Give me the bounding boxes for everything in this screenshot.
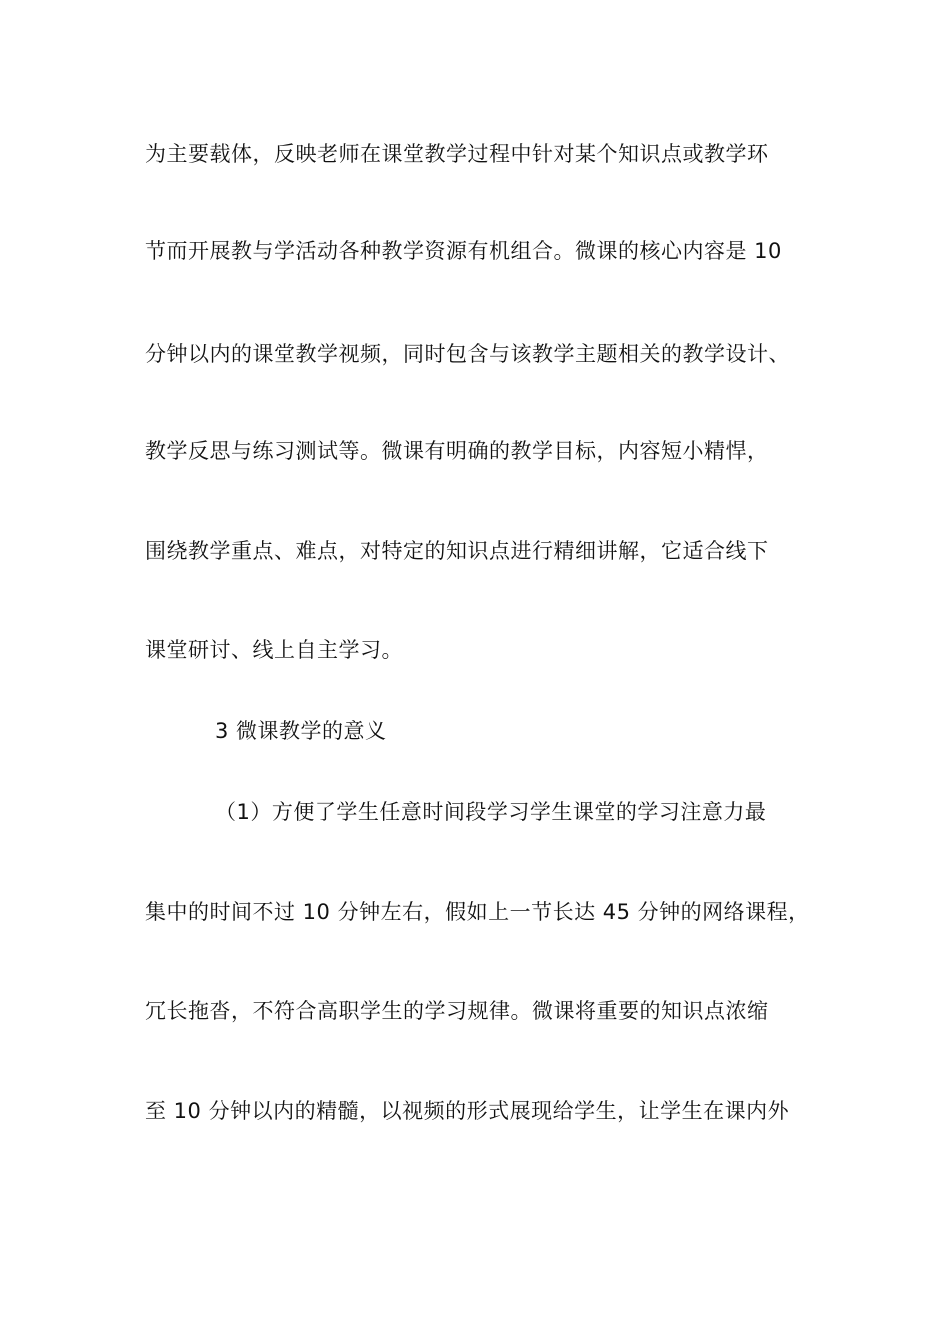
body-text-line: 节而开展教与学活动各种教学资源有机组合。微课的核心内容是 10 — [145, 239, 782, 263]
body-text-line: 冗长拖沓，不符合高职学生的学习规律。微课将重要的知识点浓缩 — [145, 999, 769, 1023]
section-heading: 3 微课教学的意义 — [215, 719, 387, 743]
body-text-line: 至 10 分钟以内的精髓，以视频的形式展现给学生，让学生在课内外 — [145, 1099, 790, 1123]
body-text-line: 为主要载体，反映老师在课堂教学过程中针对某个知识点或教学环 — [145, 142, 769, 166]
body-text-line: 围绕教学重点、难点，对特定的知识点进行精细讲解，它适合线下 — [145, 539, 769, 563]
body-text-line: 教学反思与练习测试等。微课有明确的教学目标，内容短小精悍， — [145, 439, 769, 463]
body-text-line: 课堂研讨、线上自主学习。 — [145, 638, 403, 662]
body-text-line: 分钟以内的课堂教学视频，同时包含与该教学主题相关的教学设计、 — [145, 342, 790, 366]
paragraph-first-line: （1）方便了学生任意时间段学习学生课堂的学习注意力最 — [215, 800, 767, 824]
body-text-line: 集中的时间不过 10 分钟左右，假如上一节长达 45 分钟的网络课程， — [145, 900, 810, 924]
